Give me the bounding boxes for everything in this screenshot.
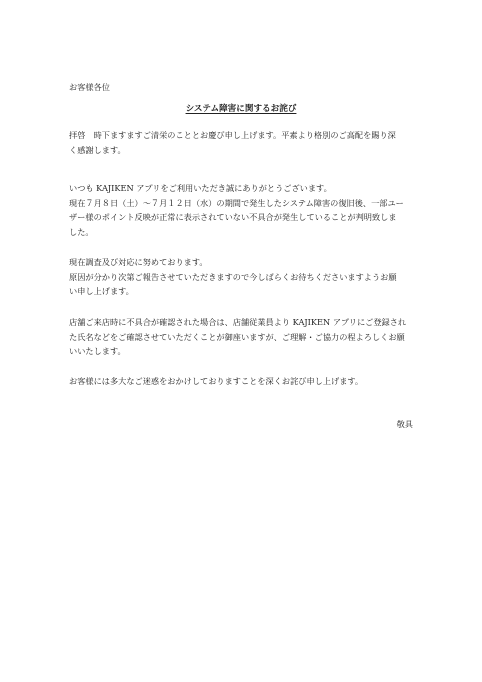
letter-title-text: システム障害に関するお詫び (185, 104, 297, 114)
paragraph-line: した。 (69, 226, 94, 237)
paragraph-line: い申し上げます。 (69, 286, 134, 297)
addressee: お客様各位 (69, 82, 110, 92)
paragraph-apology (69, 374, 424, 389)
paragraph-line: お客様には多大なご迷惑をおかけしておりますことを深くお詫び申し上げます。 (69, 376, 364, 386)
paragraph-line: く感謝します。 (69, 144, 126, 155)
paragraph-store-notice (69, 315, 424, 359)
paragraph-greeting (69, 128, 424, 157)
paragraph-line: いつも KAJIKEN アプリをご利用いただき誠にありがとうございます。 (69, 183, 332, 193)
paragraph-line: た氏名などをご確認させていただくことが御座いますが、ご理解・ご協力の程よろしくお願 (69, 331, 405, 342)
paragraph-line: 現在７月８日（土）～７月１２日（水）の期間で発生したシステム障害の復旧後、一部ユー (69, 197, 404, 208)
letter-title (0, 103, 482, 116)
paragraph-incident (69, 181, 424, 239)
paragraph-line: 拝啓 時下ますますご清栄のこととお慶び申し上げます。平素より格別のご高配を賜り深 (69, 130, 396, 140)
closing-salutation: 敬具 (396, 419, 413, 429)
paragraph-line: いいたします。 (69, 346, 126, 357)
paragraph-investigation (69, 255, 424, 299)
paragraph-line: 原因が分かり次第ご報告させていただきますので今しばらくお待ちくださいますようお願 (69, 271, 397, 282)
paragraph-line: ザー様のポイント反映が正常に表示されていない不具合が発生していることが判明致しま (69, 212, 397, 223)
paragraph-line: 店舗ご来店時に不具合が確認された場合は、店舗従業員より KAJIKEN アプリにご登録され (69, 317, 407, 327)
paragraph-line: 現在調査及び対応に努めております。 (69, 257, 208, 267)
